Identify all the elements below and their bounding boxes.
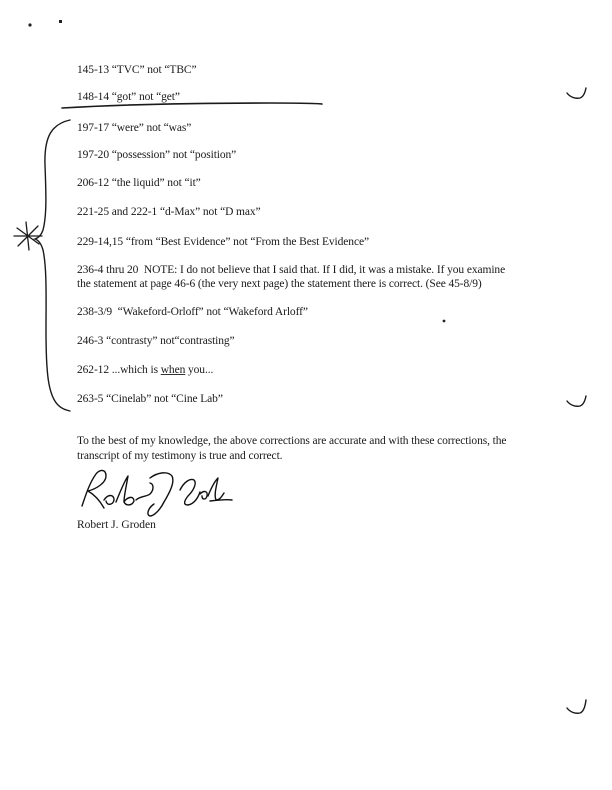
correction-text-after: you... — [185, 364, 214, 376]
correction-text: “the liquid” not “it” — [111, 177, 201, 189]
correction-line-continued — [77, 277, 482, 291]
correction-line — [77, 205, 261, 219]
correction-ref: 229-14,15 — [77, 236, 124, 248]
correction-line — [77, 363, 213, 377]
correction-line — [77, 63, 197, 77]
scan-speck — [28, 23, 31, 26]
correction-line — [77, 176, 201, 190]
margin-check-icon — [567, 88, 586, 98]
correction-ref: 263-5 — [77, 393, 104, 405]
correction-text: “Wakeford-Orloff” not “Wakeford Arloff” — [117, 306, 308, 318]
handwritten-signature — [82, 470, 232, 516]
correction-text: NOTE: I do not believe that I said that. If I did, it was a mistake. If you examine — [143, 264, 506, 276]
closing-statement — [77, 434, 547, 464]
correction-line — [77, 148, 236, 162]
correction-text: “TVC” not “TBC” — [111, 64, 197, 76]
correction-line — [77, 90, 180, 104]
correction-line — [77, 263, 505, 277]
correction-line — [77, 235, 369, 249]
correction-ref: 197-20 — [77, 149, 109, 161]
correction-text: “got” not “get” — [111, 91, 180, 103]
correction-text: “possession” not “position” — [111, 149, 237, 161]
correction-ref: 236-4 thru 20 — [77, 264, 139, 276]
correction-ref: 206-12 — [77, 177, 109, 189]
correction-ref: 246-3 — [77, 335, 104, 347]
handwritten-brace — [35, 120, 70, 411]
scan-speck — [443, 320, 446, 323]
correction-ref: 148-14 — [77, 91, 109, 103]
correction-text: “contrasty” not“contrasting” — [106, 335, 235, 347]
correction-ref: 197-17 — [77, 122, 109, 134]
closing-line-2: transcript of my testimony is true and correct. — [77, 450, 283, 462]
closing-line-1: To the best of my knowledge, the above corrections are accurate and with these corrections, the — [77, 435, 507, 447]
correction-ref: 262-12 — [77, 364, 109, 376]
margin-check-icon — [567, 396, 586, 406]
scan-speck — [59, 20, 62, 23]
signer-name: Robert J. Groden — [77, 519, 156, 531]
correction-text-before: ...which is — [111, 364, 161, 376]
correction-text: “were” not “was” — [111, 122, 192, 134]
handwritten-asterisk-icon — [14, 222, 42, 250]
correction-text-underlined: when — [160, 364, 186, 376]
correction-text: “d-Max” not “D max” — [159, 206, 261, 218]
correction-line — [77, 121, 191, 135]
correction-text: the statement at page 46-6 (the very next page) the statement there is correct. (See 45-8/9) — [77, 278, 482, 290]
correction-text: “Cinelab” not “Cine Lab” — [106, 393, 223, 405]
correction-line — [77, 392, 223, 406]
correction-line — [77, 305, 308, 319]
correction-line — [77, 334, 235, 348]
margin-check-icon — [567, 700, 586, 713]
correction-ref: 145-13 — [77, 64, 109, 76]
correction-ref: 221-25 and 222-1 — [77, 206, 158, 218]
correction-ref: 238-3/9 — [77, 306, 113, 318]
correction-text: “from “Best Evidence” not “From the Best Evidence” — [125, 236, 369, 248]
